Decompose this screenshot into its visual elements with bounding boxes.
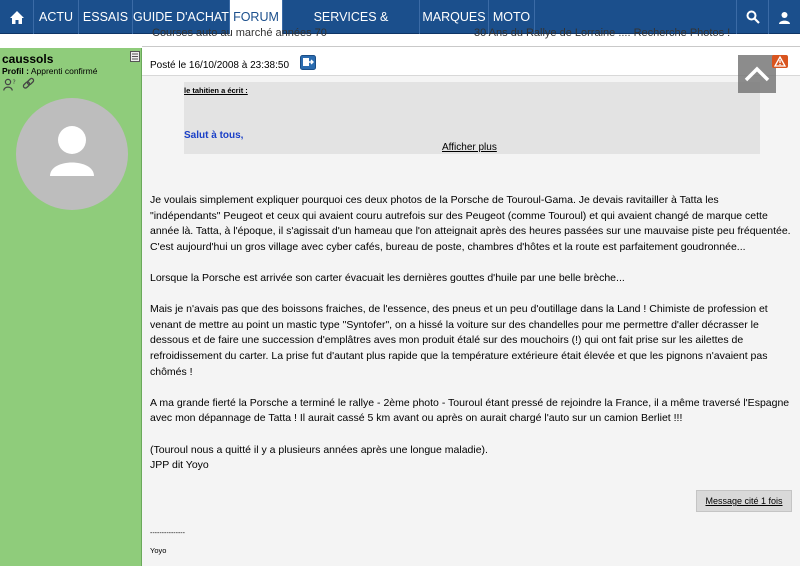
post-paragraph: Lorsque la Porsche est arrivée son carter évacuait les dernières gouttes d'huile par une belle brèche... [150, 271, 625, 284]
next-topic-link[interactable]: 30 Ans du Rallye de Lorraine .... Recherche Photos ! [474, 27, 731, 39]
avatar [16, 98, 128, 210]
nav-item-forum[interactable]: FORUM [230, 0, 283, 34]
post-body [150, 193, 792, 474]
search-icon [746, 10, 760, 24]
home-button[interactable] [0, 0, 34, 34]
nav-item-marques[interactable]: MARQUES [420, 0, 489, 34]
link-icon[interactable] [22, 78, 35, 91]
quote-block [184, 82, 760, 154]
author-profile [2, 66, 97, 76]
nav-item-moto[interactable]: MOTO [489, 0, 535, 34]
user-icon [778, 11, 791, 24]
home-icon [9, 10, 25, 25]
quote-author: le tahitien a écrit : [184, 86, 248, 95]
signature-separator: --------------- [150, 530, 185, 537]
chevron-up-icon [744, 66, 770, 82]
scroll-to-top-button[interactable] [738, 55, 776, 93]
svg-text:?: ? [12, 79, 16, 86]
quote-text: Salut à tous, [184, 130, 244, 141]
user-profile-icon[interactable] [3, 78, 17, 91]
post-paragraph: Je voulais simplement expliquer pourquoi ces deux photos de la Porsche de Touroul-Gama. Je devais ravitailler à Tatta les "indépendants" Peugeot et ceux qui avaient couru autrefois sur des Peugeot (comme Touroul) et qui avaient changé de marque cette année là. Tatta, à l'époque, il s'agissait d'un hameau que l'on atteignait après des heures passées sur une mauvaise piste peu fréquentée. C'est aujourd'hui un gros village avec cyber cafés, bureau de poste, chambres d'hôtes et la route est parfaitement goudronnée... [150, 194, 791, 253]
topic-strip [142, 27, 800, 47]
search-button[interactable] [736, 0, 768, 34]
profile-value: Apprenti confirmé [30, 66, 98, 76]
quoted-message-button[interactable]: Message cité 1 fois [696, 490, 792, 512]
account-button[interactable] [768, 0, 800, 34]
signature: Yoyo [150, 546, 167, 555]
nav-item-actu[interactable]: ACTU [34, 0, 79, 34]
reply-icon[interactable] [300, 55, 316, 70]
report-alert-icon[interactable] [772, 55, 788, 68]
nav-item-services-conseils[interactable]: SERVICES & [283, 0, 420, 34]
document-icon[interactable] [130, 51, 140, 62]
nav-item-essais[interactable]: ESSAIS [79, 0, 133, 34]
forum-post [142, 48, 800, 566]
default-avatar-icon [16, 98, 128, 210]
show-more-link[interactable]: Afficher plus [442, 142, 497, 153]
post-paragraph: (Touroul nous a quitté il y a plusieurs années après une longue maladie). [150, 443, 488, 456]
profile-label: Profil : [2, 66, 29, 76]
post-paragraph: Mais je n'avais pas que des boissons fraiches, de l'essence, des pneus et un peu d'outillage dans la Land ! Chimiste de profession et venant de mettre au point un mastic type "Syntofer", on a hissé la voiture sur des chandelles pour me permettre d'aller décrasser le dessous et de faire une succession d'emplâtres aves mon produit étalé sur des mouchoirs (!) qui ont fait prise sur les ailettes de refroidissement du carter. La prise fut d'autant plus rapide que la température extérieure était élevée et que les pignons n'avaient pas chômés ! [150, 303, 768, 378]
post-date: Posté le 16/10/2008 à 23:38:50 [150, 60, 290, 71]
post-paragraph: A ma grande fierté la Porsche a terminé le rallye - 2ème photo - Touroul étant pressé de rejoindre la France, il a même traversé l'Espagne avec mon dépannage de Tatta ! Il aurait cassé 5 km avant ou après on aurait chargé l'auto sur un camion Berliet !!! [150, 396, 790, 425]
author-sidebar [0, 48, 142, 566]
post-paragraph: JPP dit Yoyo [150, 459, 209, 472]
author-name[interactable]: caussols [2, 52, 54, 66]
post-header [142, 48, 800, 76]
nav-item-guide-achat[interactable]: GUIDE D'ACHAT [133, 0, 230, 34]
previous-topic-link[interactable]: Courses auto au marché années 70 [152, 27, 327, 39]
